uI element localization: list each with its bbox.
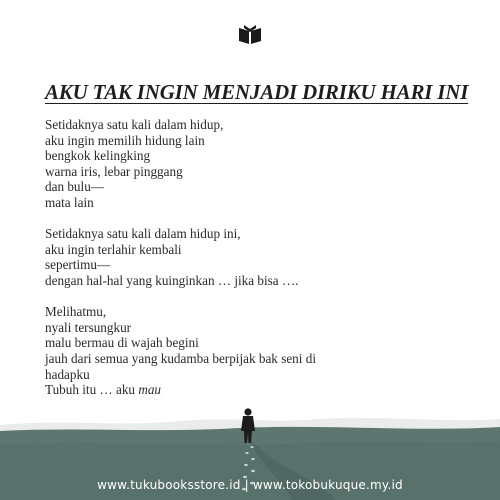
- stanza-3: [45, 304, 465, 398]
- poem-line: sepertimu—: [45, 257, 111, 273]
- footer-link-tokobukuque[interactable]: www.tokobukuque.my.id: [252, 478, 403, 492]
- poem-emphasis: mau: [138, 382, 162, 398]
- poem-line: hadapku: [45, 366, 90, 382]
- footer-links: [0, 478, 500, 492]
- poem-line: aku ingin memilih hidung lain: [45, 132, 205, 148]
- poem-line: Setidaknya satu kali dalam hidup ini,: [45, 226, 241, 242]
- poem-line: aku ingin terlahir kembali: [45, 241, 182, 257]
- poem-line: Melihatmu,: [45, 304, 107, 320]
- poem-line: malu bermau di wajah begini: [45, 335, 199, 351]
- poem-last-line-text: Tubuh itu … aku: [45, 382, 139, 398]
- stanza-1: [45, 117, 465, 211]
- poem-line: jauh dari semua yang kudamba berpijak bak seni di: [45, 350, 316, 366]
- poem-line: dan bulu—: [45, 179, 104, 195]
- poem-body: [45, 117, 465, 429]
- stanza-2: [45, 226, 465, 288]
- poem-line: dengan hal-hal yang kuinginkan … jika bisa ….: [45, 272, 299, 288]
- open-book-icon: [237, 25, 263, 45]
- poem-line: nyali tersungkur: [45, 319, 132, 335]
- poem-line: mata lain: [45, 194, 94, 210]
- footer-link-tukubooks[interactable]: www.tukubooksstore.id: [97, 478, 241, 492]
- poem-line: bengkok kelingking: [45, 148, 151, 164]
- poem-title: AKU TAK INGIN MENJADI DIRIKU HARI INI: [45, 80, 469, 104]
- poem-line: warna iris, lebar pinggang: [45, 163, 183, 179]
- footer-separator: |: [244, 478, 249, 492]
- poem-last-line: [45, 382, 465, 398]
- poem-line: Setidaknya satu kali dalam hidup,: [45, 117, 224, 132]
